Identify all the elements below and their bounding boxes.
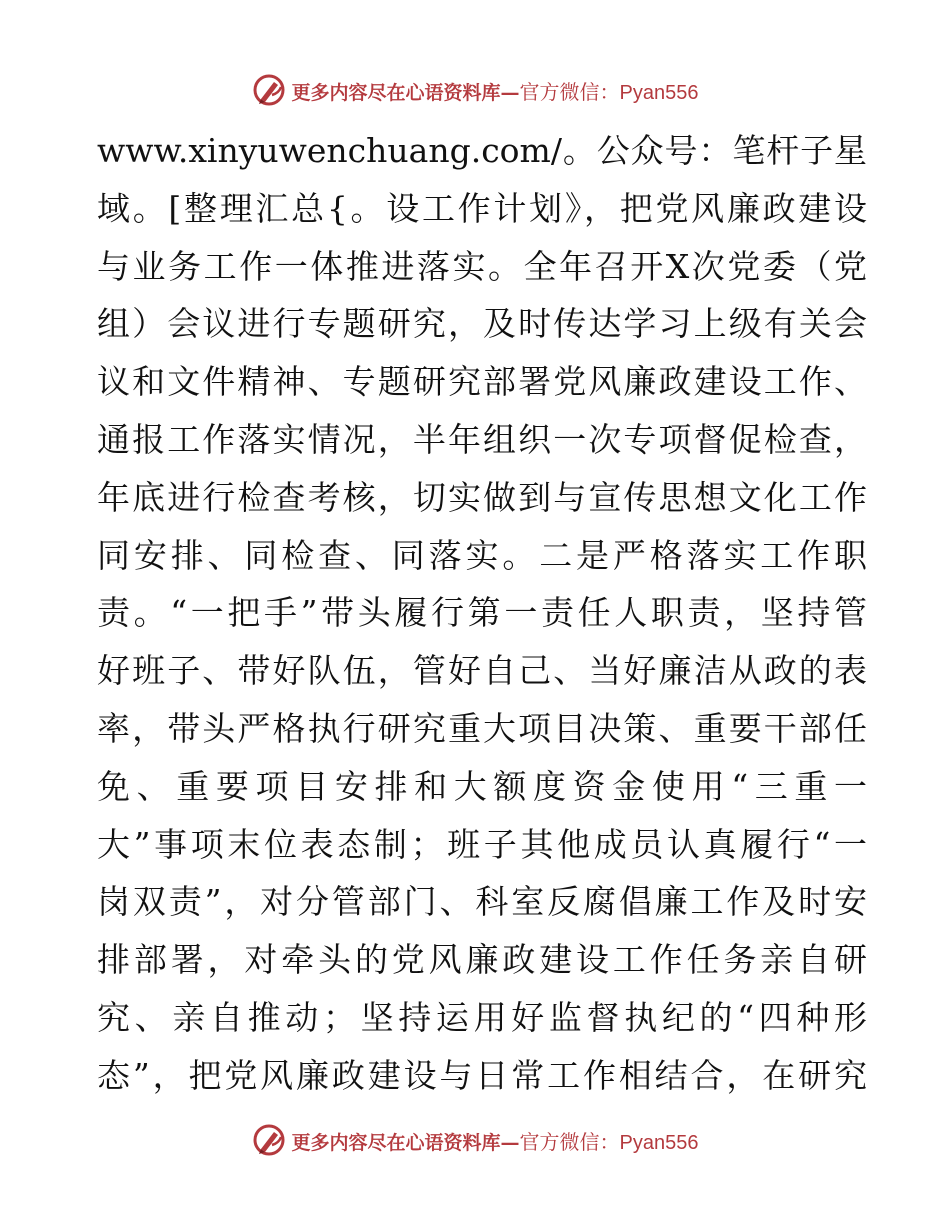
body-line: www.xinyuwenchuang.com/。公众号：笔杆子星 bbox=[97, 131, 867, 170]
document-body bbox=[97, 122, 867, 1105]
body-line: 岗双责”，对分管部门、科室反腐倡廉工作及时安 bbox=[97, 882, 867, 922]
header-banner bbox=[0, 70, 950, 110]
footer-banner-text: 更多内容尽在心语资料库— bbox=[291, 1131, 520, 1154]
body-line: 责。“一把手”带头履行第一责任人职责，坚持管 bbox=[97, 593, 867, 633]
body-line: 组）会议进行专题研究，及时传达学习上级有关会 bbox=[97, 304, 867, 344]
body-line: 率，带头严格执行研究重大项目决策、重要干部任 bbox=[97, 708, 867, 748]
header-banner-label bbox=[292, 76, 699, 105]
footer-banner-label bbox=[292, 1126, 699, 1155]
body-line: 究、亲自推动；坚持运用好监督执纪的“四种形 bbox=[97, 997, 867, 1037]
body-line: 同安排、同检查、同落实。二是严格落实工作职 bbox=[97, 535, 867, 575]
body-line: 好班子、带好队伍，管好自己、当好廉洁从政的表 bbox=[97, 651, 867, 691]
footer-banner-contact: 官方微信：Pyan556 bbox=[519, 1131, 699, 1154]
body-line: 议和文件精神、专题研究部署党风廉政建设工作、 bbox=[97, 362, 867, 402]
body-line: 与业务工作一体推进落实。全年召开X次党委（党 bbox=[97, 246, 867, 286]
body-line: 排部署，对牵头的党风廉政建设工作任务亲自研 bbox=[97, 940, 867, 980]
body-line: 大”事项末位表态制；班子其他成员认真履行“一 bbox=[97, 824, 867, 864]
pen-logo-icon bbox=[252, 73, 286, 107]
footer-banner bbox=[0, 1120, 950, 1160]
body-line: 域。[整理汇总{。设工作计划》，把党风廉政建设 bbox=[97, 188, 867, 228]
header-banner-text: 更多内容尽在心语资料库— bbox=[291, 81, 520, 104]
body-line: 免、重要项目安排和大额度资金使用“三重一 bbox=[97, 766, 867, 806]
body-line: 年底进行检查考核，切实做到与宣传思想文化工作 bbox=[97, 477, 867, 517]
body-line: 通报工作落实情况，半年组织一次专项督促检查， bbox=[97, 419, 867, 459]
header-banner-contact: 官方微信：Pyan556 bbox=[519, 81, 699, 104]
body-line: 态”，把党风廉政建设与日常工作相结合，在研究 bbox=[97, 1055, 867, 1095]
pen-logo-icon bbox=[252, 1123, 286, 1157]
